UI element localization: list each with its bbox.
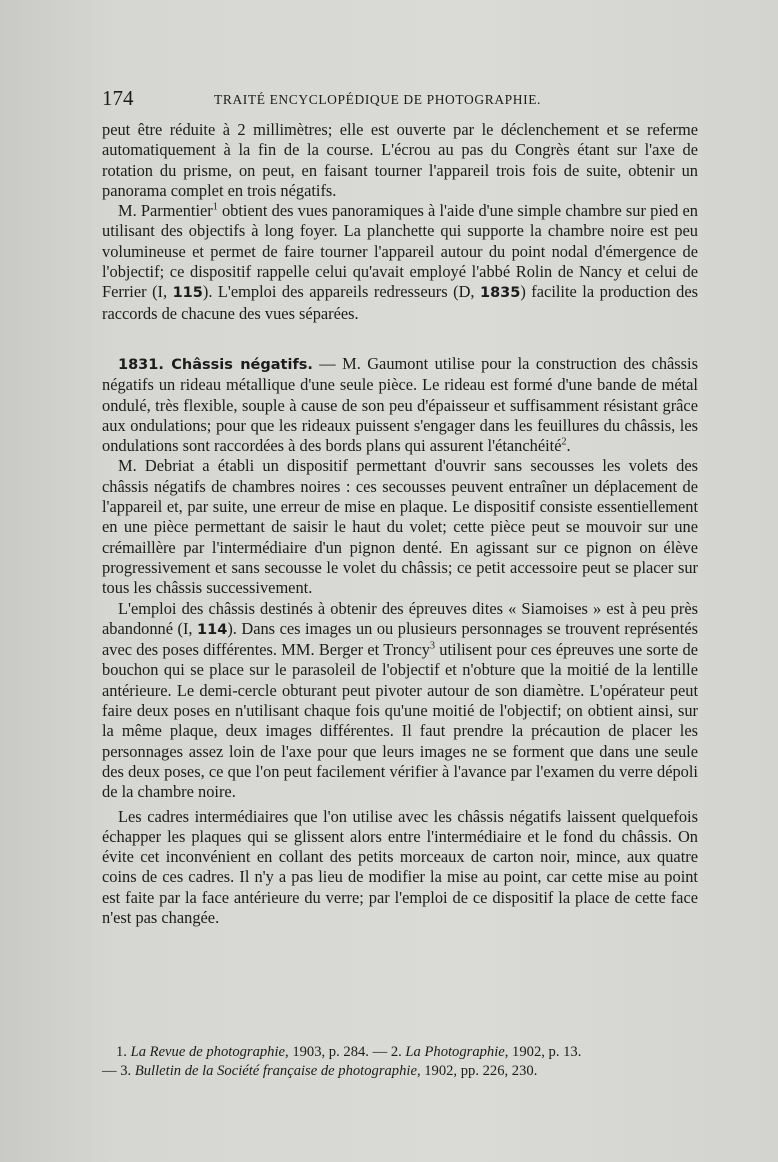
footnote-ref-2: 2 — [561, 436, 567, 448]
footnote-ref-1: 1 — [212, 201, 218, 213]
paragraph-parmentier: M. Parmentier$^1$ obtient des vues panoramiques à l'aide d'une simple chambre sur pied en utilisant des objectifs à long foyer. La planchette qui supporte la chambre noire est peu volumineuse et permet de faire tourner l'appareil autour du point nodal d'émergence de l'objectif; ce dispositif rappelle celui qu'avait employé l'abbé Rolin de Nancy et celui de Ferrier (I, 115). L'emploi des appareils redresseurs (D, 1835) facilite la production des raccords de chacune des vues séparées. — [102, 201, 698, 323]
paragraph-cadres: Les cadres intermédiaires que l'on utilise avec les châssis négatifs laissent quelquefois échapper les plaques qui se glissent alors entre l'intermédiaire et le fond du châssis. On évite cet inconvénient en collant des petits morceaux de carton noir, mince, aux quatre coins de ces cadres. Il n'y a pas lieu de modifier la mise au point, car cette mise au point est faite par la face antérieure du verre; par l'emploi de ce dispositif la place de cette face n'est pas changée. — [102, 806, 698, 927]
body-text — [102, 120, 698, 928]
paragraph-siamoises: L'emploi des châssis destinés à obtenir des épreuves dites « Siamoises » est à peu près abandonné (I, 114). Dans ces images un ou plusieurs personnages se trouvent représentés avec des poses différentes. MM. Berger et Troncy$^3$ utilisent pour ces épreuves une sorte de bouchon qui se place sur le parasoleil de l'objectif et n'obture que la moitié de la lentille antérieure. Le demi-cercle obturant peut pivoter autour de son diamètre. L'opérateur peut faire deux poses en n'utilisant chaque fois qu'une moitié de l'objectif; on obtient ainsi, sur la même plaque, deux images différentes. Il faut prendre la précaution de placer les personnages assez loin de l'axe pour que leurs images ne se forment que dans une seule des deux poses, ce que l'on peut facilement vérifier à l'avance par l'examen du verre dépoli de la chambre noire. — [102, 598, 698, 802]
section-heading: 1831. Châssis négatifs. — [118, 356, 313, 373]
paragraph-debriat: M. Debriat a établi un dispositif permettant d'ouvrir sans secousses les volets des châssis négatifs de chambres noires : ces secousses peuvent entraîner un déplacement de l'appareil et, par suite, une erreur de mise en plaque. Le dispositif consiste essentiellement en une pièce permettant de saisir le haut du volet; cette pièce peut se mouvoir sur une crémaillère par l'intermédiaire d'un pignon denté. En agissant sur ce pignon on élève progressivement et sans secousse le volet du châssis; ce petit accessoire peut se placer sur tous les châssis successivement. — [102, 456, 698, 598]
footnote-line-2: — 3. Bulletin de la Société française de photographie, 1902, pp. 226, 230. — [102, 1063, 538, 1079]
running-title: TRAITÉ ENCYCLOPÉDIQUE DE PHOTOGRAPHIE. — [214, 92, 542, 107]
cross-ref-114: 114 — [197, 621, 228, 638]
cross-ref-1835: 1835 — [480, 285, 521, 302]
footnote-title-1: La Revue de photographie — [130, 1044, 286, 1060]
cross-ref-115: 115 — [172, 285, 203, 302]
paragraph-continuation: peut être réduite à 2 millimètres; elle est ouverte par le déclenchement et se referme automatiquement à la fin de la course. L'écrou au pas du Congrès étant sur l'axe de rotation du prisme, on peut, en faisant tourner l'appareil trois fois de suite, obtenir un panorama complet en trois négatifs. — [102, 120, 698, 200]
page-header — [102, 86, 698, 110]
footnote-line-1: 1. La Revue de photographie, 1903, p. 284. — 2. La Photographie, 1902, p. 13. — [116, 1044, 582, 1060]
section-1831: 1831. Châssis négatifs. — M. Gaumont utilise pour la construction des châssis négatifs un rideau métallique d'une seule pièce. Le rideau est formé d'une bande de métal ondulé, très flexible, souple à cause de son peu d'épaisseur et suffisamment résistant grâce aux ondulations; pour que les rideaux puissent s'engager dans les feuillures du châssis, les ondulations sont raccordées à des bords plans qui assurent l'étanchéité$^2$. — [102, 353, 698, 456]
footnote-ref-3: 3 — [429, 640, 435, 652]
footnote-title-2: La Photographie — [405, 1044, 505, 1060]
footnote-title-3: Bulletin de la Société française de photographie — [134, 1063, 417, 1079]
page-number: 174 — [102, 86, 134, 110]
footnotes — [102, 1043, 698, 1081]
